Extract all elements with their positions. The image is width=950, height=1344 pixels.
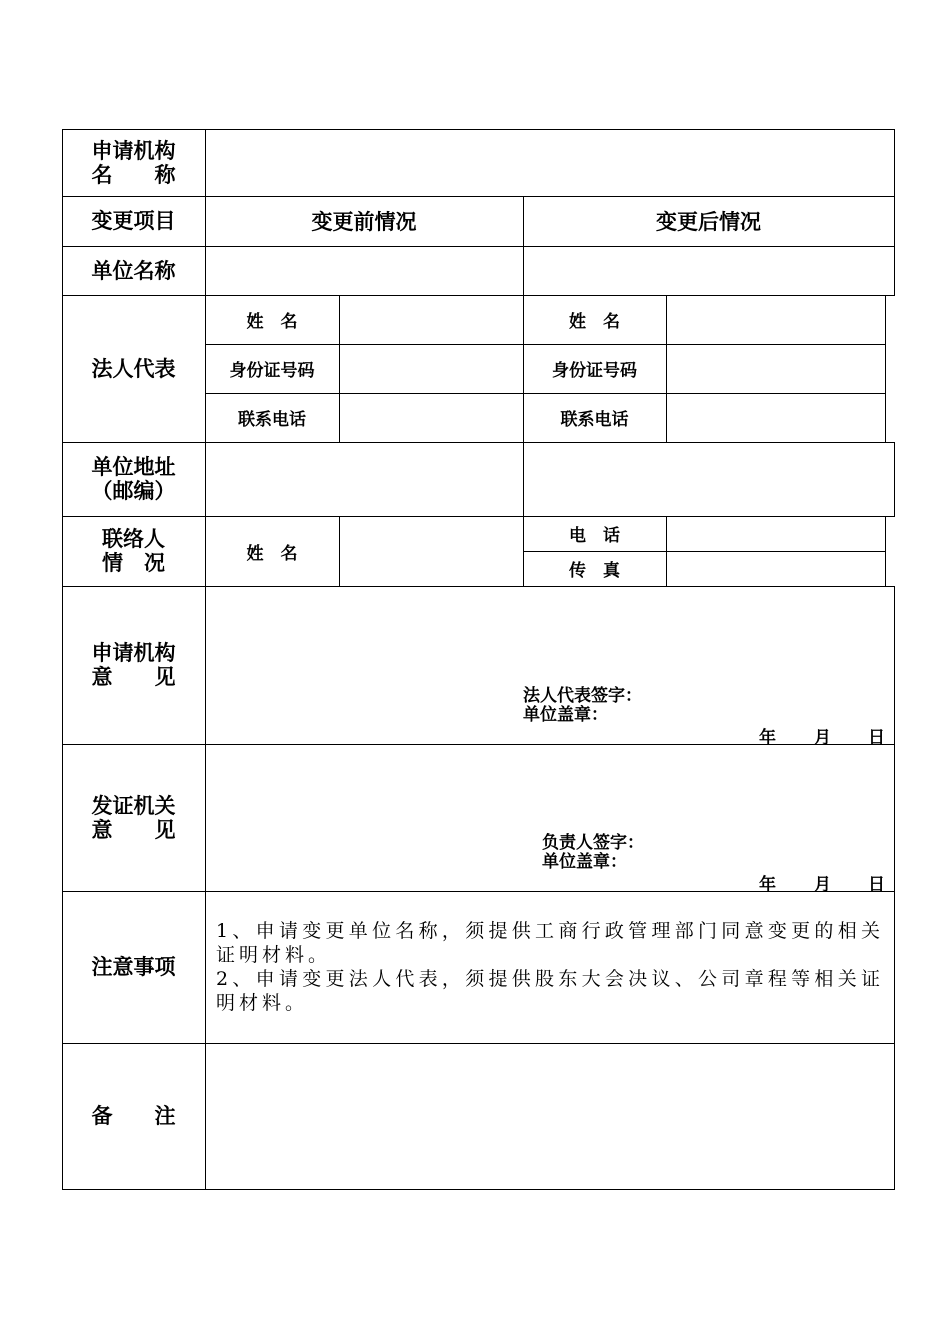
contact-fax-field[interactable] bbox=[667, 552, 885, 586]
address-after-field[interactable] bbox=[524, 443, 894, 516]
applicant-opinion-label bbox=[62, 586, 205, 744]
applicant-date-day: 日 bbox=[868, 728, 885, 748]
legal-rep-label: 法人代表 bbox=[91, 355, 176, 381]
change-item-label: 变更项目 bbox=[91, 208, 176, 233]
contact-label-line2: 情 况 bbox=[102, 550, 165, 575]
legal-rep-name-before-field[interactable] bbox=[340, 296, 523, 344]
issuer-opinion-label bbox=[62, 744, 205, 891]
issuer-opinion-label-line1: 发证机关 bbox=[91, 792, 176, 818]
form-border-right bbox=[894, 129, 895, 296]
legal-rep-id-label-before: 身份证号码 bbox=[229, 361, 315, 381]
change-application-form bbox=[62, 129, 895, 1190]
applicant-seal-label: 单位盖章： bbox=[523, 705, 608, 725]
org-name-label-line1: 申请机构 bbox=[91, 137, 176, 163]
applicant-opinion-label-line1: 申请机构 bbox=[91, 640, 176, 665]
note-item-2: 2、申请变更法人代表，须提供股东大会决议、公司章程等相关证明材料。 bbox=[216, 968, 884, 1014]
contact-label-line1: 联络人 bbox=[102, 526, 165, 551]
form-border-bottom bbox=[62, 1189, 895, 1190]
responsible-signature-label: 负责人签字： bbox=[542, 833, 644, 853]
legal-rep-phone-before-field[interactable] bbox=[340, 394, 523, 442]
legal-rep-name-label-after: 姓 名 bbox=[569, 312, 620, 332]
legal-rep-phone-label-before: 联系电话 bbox=[238, 410, 306, 430]
column-divider bbox=[885, 516, 886, 587]
legal-rep-name-label-before: 姓 名 bbox=[246, 312, 298, 332]
contact-name-label: 姓 名 bbox=[246, 543, 298, 564]
address-label bbox=[62, 442, 205, 516]
legal-rep-phone-after-field[interactable] bbox=[667, 394, 885, 442]
address-label-line1: 单位地址 bbox=[91, 454, 176, 479]
contact-fax-label: 传 真 bbox=[569, 561, 620, 581]
applicant-date-month: 月 bbox=[814, 728, 831, 748]
legal-rep-signature-label: 法人代表签字： bbox=[523, 686, 642, 706]
issuer-date-day: 日 bbox=[868, 875, 885, 895]
form-border-right bbox=[894, 586, 895, 1190]
notes-label: 注意事项 bbox=[91, 954, 176, 979]
org-name-label bbox=[62, 129, 205, 196]
legal-rep-id-after-field[interactable] bbox=[667, 345, 885, 393]
contact-tel-field[interactable] bbox=[667, 517, 885, 551]
address-label-line2: （邮编） bbox=[91, 478, 176, 503]
unit-name-after-field[interactable] bbox=[524, 247, 894, 295]
contact-tel-label: 电 话 bbox=[569, 526, 620, 546]
unit-name-label: 单位名称 bbox=[91, 257, 176, 283]
remarks-field[interactable] bbox=[206, 1044, 894, 1189]
org-name-field[interactable] bbox=[206, 130, 894, 196]
applicant-opinion-label-line2: 意 见 bbox=[91, 664, 176, 689]
legal-rep-name-after-field[interactable] bbox=[667, 296, 885, 344]
issuer-opinion-label-line2: 意 见 bbox=[91, 816, 176, 842]
legal-rep-id-label-after: 身份证号码 bbox=[552, 361, 637, 381]
notes-content bbox=[216, 919, 884, 1015]
unit-name-before-field[interactable] bbox=[206, 247, 523, 295]
address-before-field[interactable] bbox=[206, 443, 523, 516]
before-change-header: 变更前情况 bbox=[311, 209, 417, 234]
column-divider bbox=[885, 295, 886, 443]
after-change-header: 变更后情况 bbox=[656, 209, 761, 234]
issuer-seal-label: 单位盖章： bbox=[542, 852, 627, 872]
contact-label bbox=[62, 516, 205, 586]
legal-rep-id-before-field[interactable] bbox=[340, 345, 523, 393]
contact-name-field[interactable] bbox=[340, 517, 523, 586]
note-item-1: 1、申请变更单位名称，须提供工商行政管理部门同意变更的相关证明材料。 bbox=[216, 920, 884, 966]
applicant-date-year: 年 bbox=[759, 728, 776, 748]
form-border-right bbox=[894, 442, 895, 517]
legal-rep-phone-label-after: 联系电话 bbox=[560, 410, 629, 430]
issuer-date-year: 年 bbox=[759, 875, 776, 895]
issuer-date-month: 月 bbox=[814, 875, 831, 895]
org-name-label-line2: 名 称 bbox=[91, 161, 176, 187]
remarks-label: 备 注 bbox=[91, 1103, 176, 1128]
